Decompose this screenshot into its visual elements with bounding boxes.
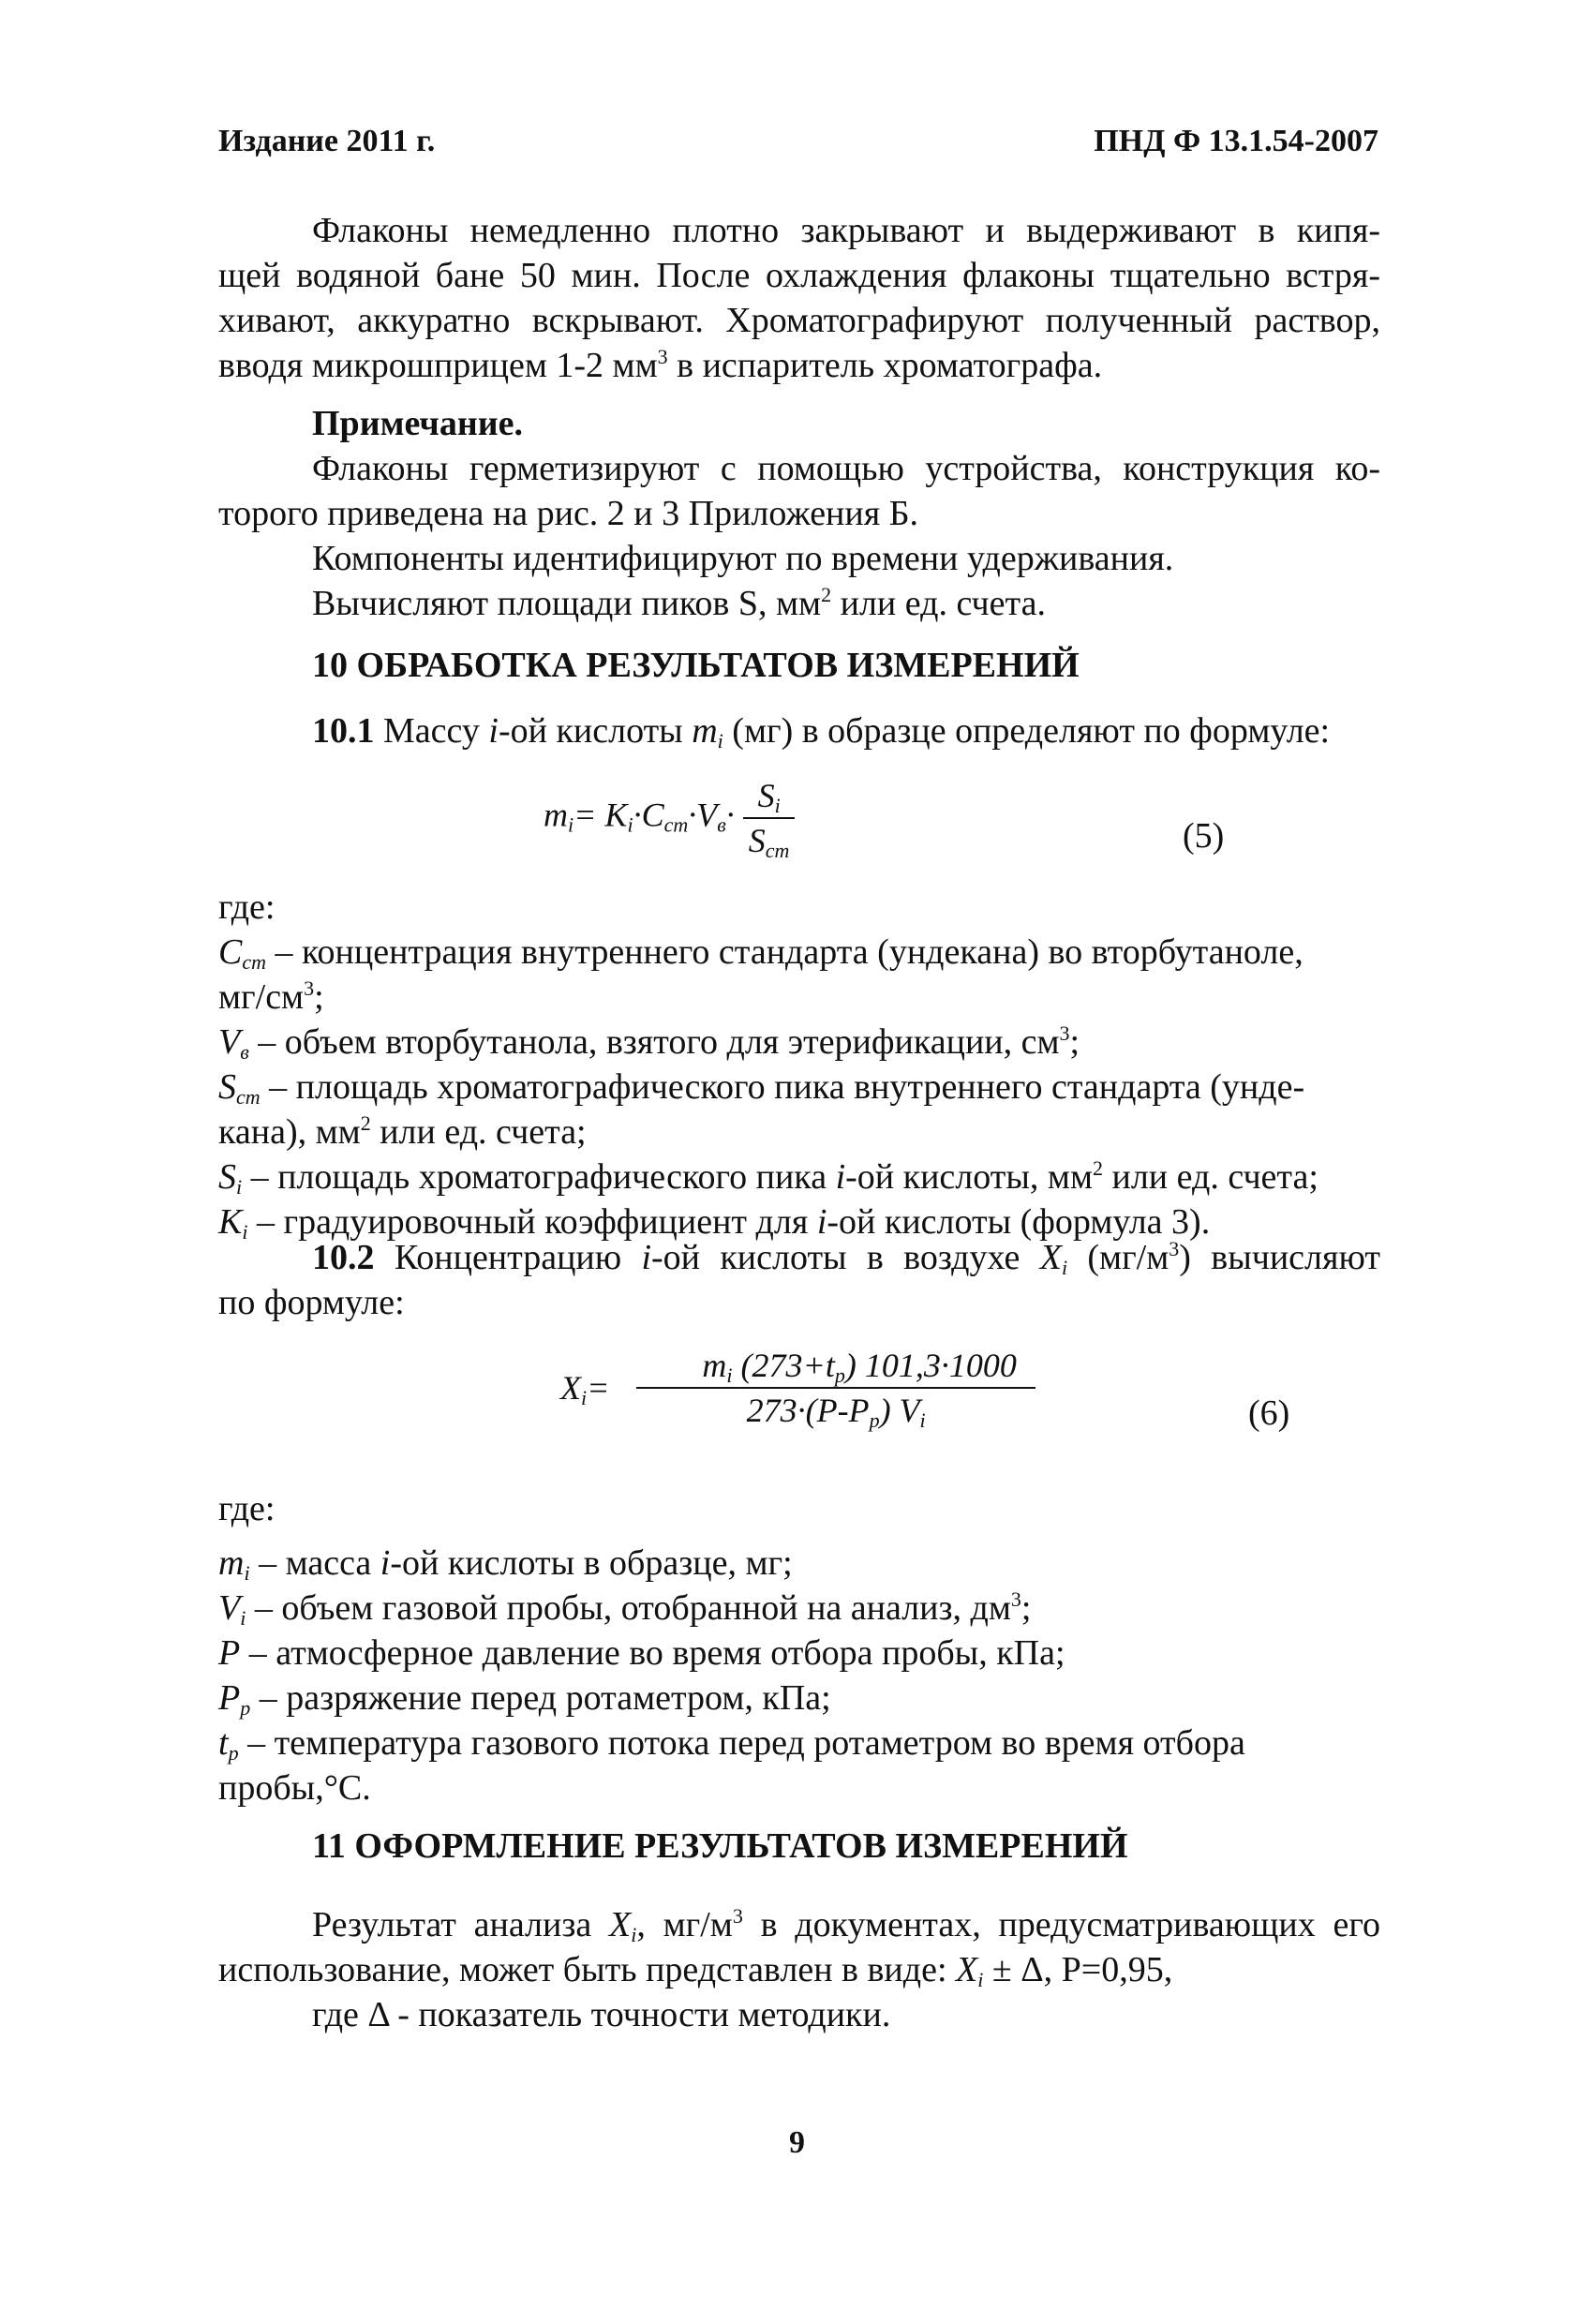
- formula-6-number: (6): [1248, 1393, 1290, 1433]
- document-code: ПНД Ф 13.1.54-2007: [1094, 124, 1378, 158]
- intro-paragraph: [218, 208, 1380, 388]
- formula-5-number: (5): [1183, 816, 1225, 856]
- note-block: [218, 401, 1380, 626]
- paragraph-10-2-line-2: по формуле:: [218, 1283, 405, 1322]
- section-11-paragraph: Результат анализа $X_i$, $мг/м^3$ в документах, предусматривающих его использование, может быть представлен в виде: $X_i \pm \Delta$, P=0,95, где Δ - показатель точности методики.: [218, 1902, 1380, 2037]
- def-p-p: $P_p$ – разряжение перед ротаметром, кПа;: [218, 1678, 831, 1720]
- def-t-p: $t_p$ – температура газового потока перед ротаметром во время отбора: [218, 1723, 1245, 1765]
- def-c-cm: $C_{cm}$ – концентрация внутреннего стандарта (ундекана) во вторбутаноле,: [218, 932, 1304, 974]
- definitions-formula-5: [218, 885, 1380, 1244]
- where-label-2: где:: [218, 1489, 276, 1528]
- section-10-heading: 10 ОБРАБОТКА РЕЗУЛЬТАТОВ ИЗМЕРЕНИЙ: [312, 646, 1080, 685]
- note-line-2: торого приведена на рис. 2 и 3 Приложения Б.: [218, 494, 919, 533]
- paragraph-10-2: 10.2 Концентрацию i-ой кислоты в воздухе $X_i$ $(мг/м^3)$ вычисляют по формуле:: [218, 1235, 1380, 1325]
- note-line-1: Флаконы герметизируют с помощью устройства, конструкция ко-: [312, 449, 1380, 488]
- section-11-line-3: где Δ - показатель точности методики.: [312, 1995, 891, 2034]
- note-line-4: Вычисляют площади пиков S, $мм^2$ или ед. счета.: [312, 583, 1046, 623]
- note-title: Примечание.: [312, 404, 523, 443]
- intro-line-3: хивают, аккуратно вскрывают. Хроматографируют полученный раствор,: [218, 301, 1380, 340]
- def-s-i: $S_i$ – площадь хроматографического пика i-ой кислоты, $мм^2$ или ед. счета;: [218, 1156, 1318, 1199]
- intro-line-4: вводя микрошприцем 1-2 $мм^3$ в испаритель хроматографа.: [218, 345, 1103, 385]
- def-v-v: $V_в$ – объем вторбутанола, взятого для этерификации, $см^3$;: [218, 1021, 1080, 1064]
- formula-6-fraction: $\frac{m_i (273+t_р) 101,3\cdot 1000}{273\cdot(P-P_р) V_i}$: [636, 1346, 1035, 1430]
- def-t-p-cont: пробы,°С.: [218, 1768, 371, 1808]
- def-v-i: $V_i$ – объем газовой пробы, отобранной на анализ, $дм^3$;: [218, 1587, 1032, 1630]
- section-11-heading: 11 ОФОРМЛЕНИЕ РЕЗУЛЬТАТОВ ИЗМЕРЕНИЙ: [312, 1826, 1128, 1866]
- def-p: P – атмосферное давление во время отбора пробы, кПа;: [218, 1633, 1065, 1673]
- edition-label: Издание 2011 г.: [218, 124, 436, 158]
- def-c-cm-cont: $мг/см^3$;: [218, 976, 324, 1017]
- where-label: где:: [218, 887, 276, 927]
- def-m-i: $m_i$ – масса i-ой кислоты в образце, мг;: [218, 1543, 793, 1585]
- def-k-i: $K_i$ – градуировочный коэффициент для i-ой кислоты (формула 3).: [218, 1202, 1211, 1244]
- formula-5-fraction: $\frac{S_i}{S_{cm}}$: [743, 776, 796, 860]
- definitions-formula-6: [218, 1486, 1380, 1810]
- formula-5: $m_i= K_i\cdot C_{cm}\cdot V_в\cdot$ $\frac{S_i}{S_{cm}}$: [544, 776, 795, 860]
- intro-line-2: щей водяной бане 50 мин. После охлаждения флаконы тщательно встря-: [218, 256, 1380, 295]
- note-line-3: Компоненты идентифицируют по времени удерживания.: [312, 539, 1174, 578]
- def-s-cm-cont: кана), $мм^2$ или ед. счета;: [218, 1111, 587, 1152]
- intro-line-1: Флаконы немедленно плотно закрывают и выдерживают в кипя-: [312, 211, 1380, 250]
- page-number: 9: [789, 2125, 805, 2160]
- def-s-cm: $S_{cm}$ – площадь хроматографического пика внутреннего стандарта (унде-: [218, 1067, 1305, 1109]
- formula-6: $X_i=$ $\frac{m_i (273+t_р) 101,3\cdot 1000}{273\cdot(P-P_р) V_i}$: [560, 1346, 1035, 1430]
- paragraph-10-1: 10.1 Массу i-ой кислоты $m_i$ (мг) в образце определяют по формуле:: [312, 711, 1331, 752]
